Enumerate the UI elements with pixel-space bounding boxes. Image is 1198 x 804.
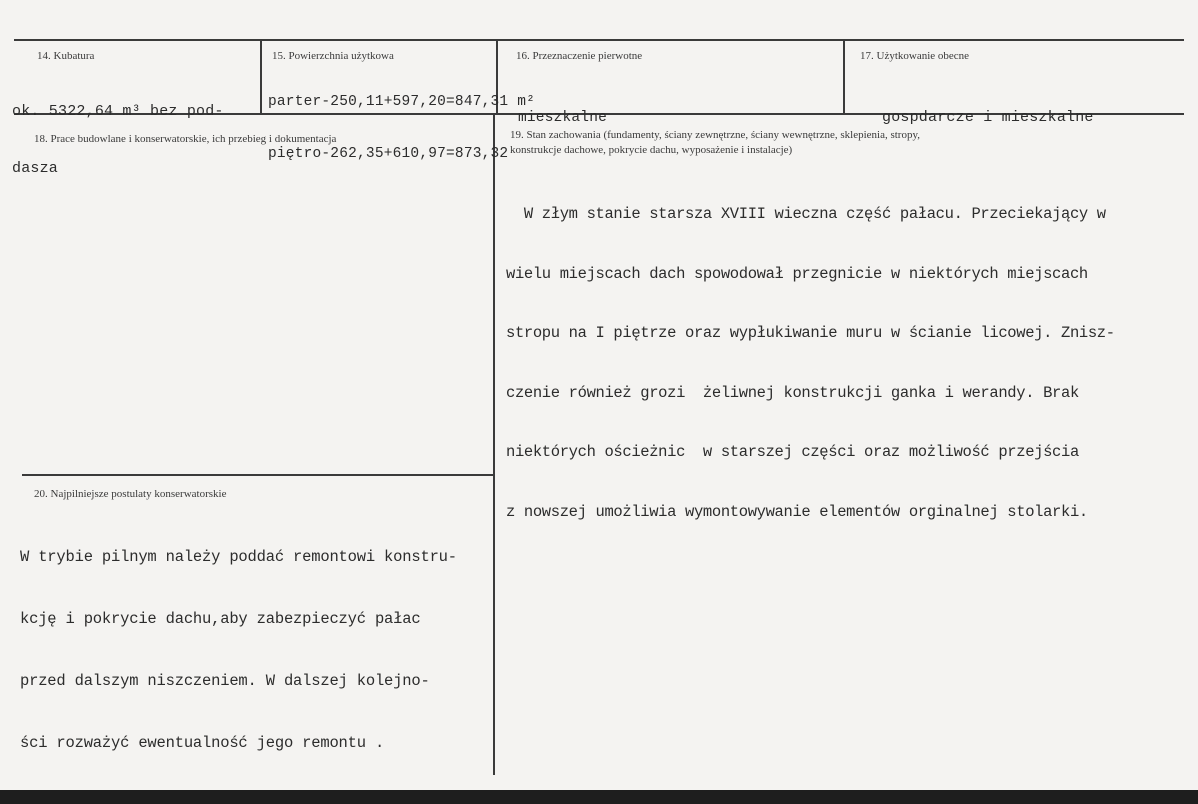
field-14-label: 14. Kubatura [37, 50, 95, 62]
field-20-label: 20. Najpilniejsze postulaty konserwatorskie [34, 488, 227, 500]
field-15-label: 15. Powierzchnia użytkowa [272, 50, 394, 62]
divider-18-20 [22, 474, 494, 476]
field-20-line-4: ści rozważyć ewentualność jego remontu . [20, 734, 385, 752]
divider-14-15 [260, 40, 262, 114]
divider-16-17 [843, 40, 845, 114]
field-19-label-line-2: konstrukcje dachowe, pokrycie dachu, wyposażenie i instalacje) [510, 144, 793, 156]
field-18-label: 18. Prace budowlane i konserwatorskie, ich przebieg i dokumentacja [34, 133, 337, 145]
field-19-line-4: czenie również grozi żeliwnej konstrukcji ganka i werandy. Brak [506, 383, 1079, 402]
field-19-line-2: wielu miejscach dach spowodował przegnicie w niektórych miejscach [506, 264, 1088, 283]
field-16-label: 16. Przeznaczenie pierwotne [516, 50, 643, 62]
scan-bottom-edge [0, 790, 1198, 804]
field-20-line-1: W trybie pilnym należy poddać remontowi konstru- [20, 548, 457, 566]
field-20-line-3: przed dalszym niszczeniem. W dalszej kolejno- [20, 672, 430, 690]
field-14-line-2: dasza [12, 160, 59, 177]
field-14-line-1: ok. 5322,64 m³ bez pod- [12, 103, 224, 120]
field-15-value [268, 60, 535, 196]
field-19-line-1: W złym stanie starsza XVIII wieczna część pałacu. Przeciekający w [506, 205, 1106, 223]
field-19-label-line-1: 19. Stan zachowania (fundamenty, ściany zewnętrzne, ściany wewnętrzne, sklepienia, stropy, [510, 129, 921, 141]
field-19-line-6: z nowszej umożliwia wymontowywanie elementów orginalnej stolarki. [506, 502, 1088, 521]
field-19-line-5: niektórych ościeżnic w starszej części oraz możliwość przejścia [506, 443, 1079, 461]
divider-left-right [493, 113, 495, 775]
field-19-label [510, 128, 920, 158]
field-17-line-1: gospdarcze i mieszkalne [882, 109, 1094, 126]
field-15-line-2: piętro-262,35+610,97=873,32 [268, 146, 509, 162]
field-19-line-3: stropu na I piętrze oraz wypłukiwanie muru w ścianie licowej. Znisz- [506, 324, 1115, 342]
field-15-line-1: parter-250,11+597,20=847,31 m² [268, 94, 536, 110]
top-rule [14, 39, 1184, 41]
field-20-line-2: kcję i pokrycie dachu,aby zabezpieczyć pałac [20, 610, 421, 628]
field-17-label: 17. Użytkowanie obecne [860, 50, 970, 62]
field-16-line-1: mieszkalne [518, 110, 608, 126]
field-20-value [20, 508, 457, 792]
field-19-value [506, 167, 1115, 560]
